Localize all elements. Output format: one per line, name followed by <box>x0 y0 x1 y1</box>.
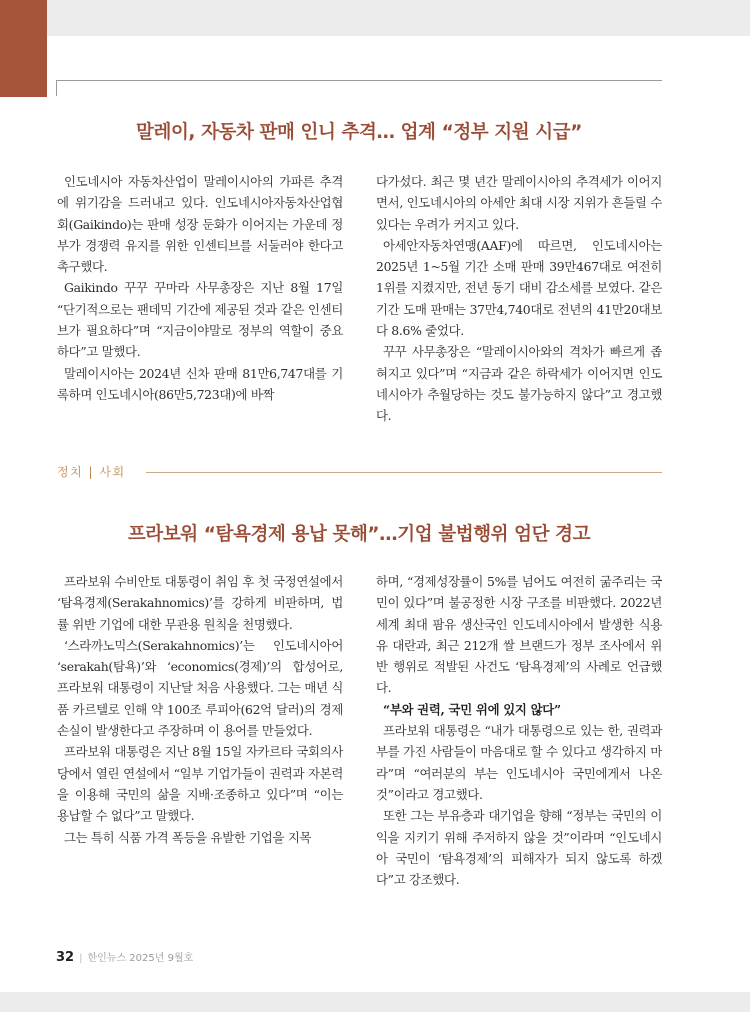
paragraph: 하며, “경제성장률이 5%를 넘어도 여전히 굶주리는 국민이 있다”며 불공정한 시장 구조를 비판했다. 2022년 세계 최대 팜유 생산국인 인도네시아에서 발생한 식용유 대란과, 최근 212개 쌀 브랜드가 정부 조사에서 위반 행위로 적발된 사건도 ‘탐욕경제’의 사례로 언급했다. <box>376 574 662 696</box>
paragraph: 말레이시아는 2024년 신차 판매 81만6,747대를 기록하며 인도네시아(86만5,723대)에 바짝 <box>57 365 343 402</box>
section-label: 정치 | 사회 <box>57 465 126 479</box>
paragraph: 꾸꾸 사무총장은 “말레이시아와의 격차가 빠르게 좁혀지고 있다”며 “지금과 같은 하락세가 이어지면 인도네시아가 추월당하는 것도 불가능하지 않다”고 경고했다. <box>376 344 662 424</box>
paragraph: 인도네시아 자동차산업이 말레이시아의 가파른 추격에 위기감을 드러내고 있다. 인도네시아자동차산업협회(Gaikindo)는 판매 성장 둔화가 이어지는 가운데 정부가 경쟁력 유지를 위한 인센티브를 서둘러야 한다고 촉구했다. <box>57 174 343 275</box>
publication-info: 한인뉴스 2025년 9월호 <box>87 953 194 964</box>
paragraph: 또한 그는 부유층과 대기업을 향해 “정부는 국민의 이익을 지키기 위해 주저하지 않을 것”이라며 “인도네시아 국민이 ‘탐욕경제’의 피해자가 되지 않도록 하겠다”고 강조했다. <box>376 808 662 888</box>
article2-column-left <box>57 571 343 848</box>
page-number: 32 <box>56 950 75 965</box>
article2-column-right <box>376 571 662 890</box>
paragraph: 프라보워 대통령은 지난 8월 15일 자카르타 국회의사당에서 열린 연설에서 “일부 기업가들이 권력과 자본력을 이용해 국민의 삶을 지배·조종하고 있다”며 “이는 용납할 수 없다”고 말했다. <box>57 744 343 824</box>
section-rule <box>146 472 662 473</box>
article2-subheading: “부와 권력, 국민 위에 있지 않다” <box>383 701 561 717</box>
footer-separator: | <box>79 953 83 964</box>
article1-headline: 말레이, 자동차 판매 인니 추격… 업계 “정부 지원 시급” <box>136 122 582 143</box>
top-bar <box>0 0 750 36</box>
paragraph: 프라보워 수비안토 대통령이 취임 후 첫 국정연설에서 ‘탐욕경제(Serakahnomics)’를 강하게 비판하며, 법률 위반 기업에 대한 무관용 원칙을 천명했다. <box>57 574 343 632</box>
article1-column-left <box>57 171 343 405</box>
top-rule <box>56 80 662 81</box>
paragraph: 아세안자동차연맹(AAF)에 따르면, 인도네시아는 2025년 1~5월 기간 소매 판매 39만467대로 여전히 1위를 지켰지만, 전년 동기 대비 감소세를 보였다. 같은 기간 도매 판매는 37만4,740대로 전년의 41만20대보다 8.6% 줄었다. <box>376 237 662 339</box>
paragraph: Gaikindo 꾸꾸 꾸마라 사무총장은 지난 8월 17일 “단기적으로는 팬데믹 기간에 제공된 것과 같은 인센티브가 필요하다”며 “지금이야말로 정부의 역할이 중요하다”고 말했다. <box>57 280 343 360</box>
paragraph: 프라보워 대통령은 “내가 대통령으로 있는 한, 권력과 부를 가진 사람들이 마음대로 할 수 있다고 생각하지 마라”며 “여러분의 부는 인도네시아 국민에게서 나온 것”이라고 경고했다. <box>376 723 662 802</box>
corner-accent-block <box>0 0 47 97</box>
article2-headline: 프라보워 “탐욕경제 용납 못해”…기업 불법행위 엄단 경고 <box>127 524 591 545</box>
article1-column-right <box>376 171 662 427</box>
bottom-bar <box>0 992 750 1012</box>
paragraph: 그는 특히 식품 가격 폭등을 유발한 기업을 지목 <box>64 829 312 845</box>
top-rule-tick <box>56 80 57 96</box>
paragraph: 다가섰다. 최근 몇 년간 말레이시아의 추격세가 이어지면서, 인도네시아의 아세안 최대 시장 지위가 흔들릴 수 있다는 우려가 커지고 있다. <box>376 174 662 232</box>
page-footer <box>56 946 193 965</box>
paragraph: ‘스라까노믹스(Serakahnomics)’는 인도네시아어 ‘serakah(탐욕)’와 ‘economics(경제)’의 합성어로, 프라보워 대통령이 지난달 처음 사용했다. 그는 매년 식품 카르텔로 인해 약 100조 루피아(62억 달러)의 경제 손실이 발생한다고 주장하며 이 용어를 만들었다. <box>57 637 343 739</box>
